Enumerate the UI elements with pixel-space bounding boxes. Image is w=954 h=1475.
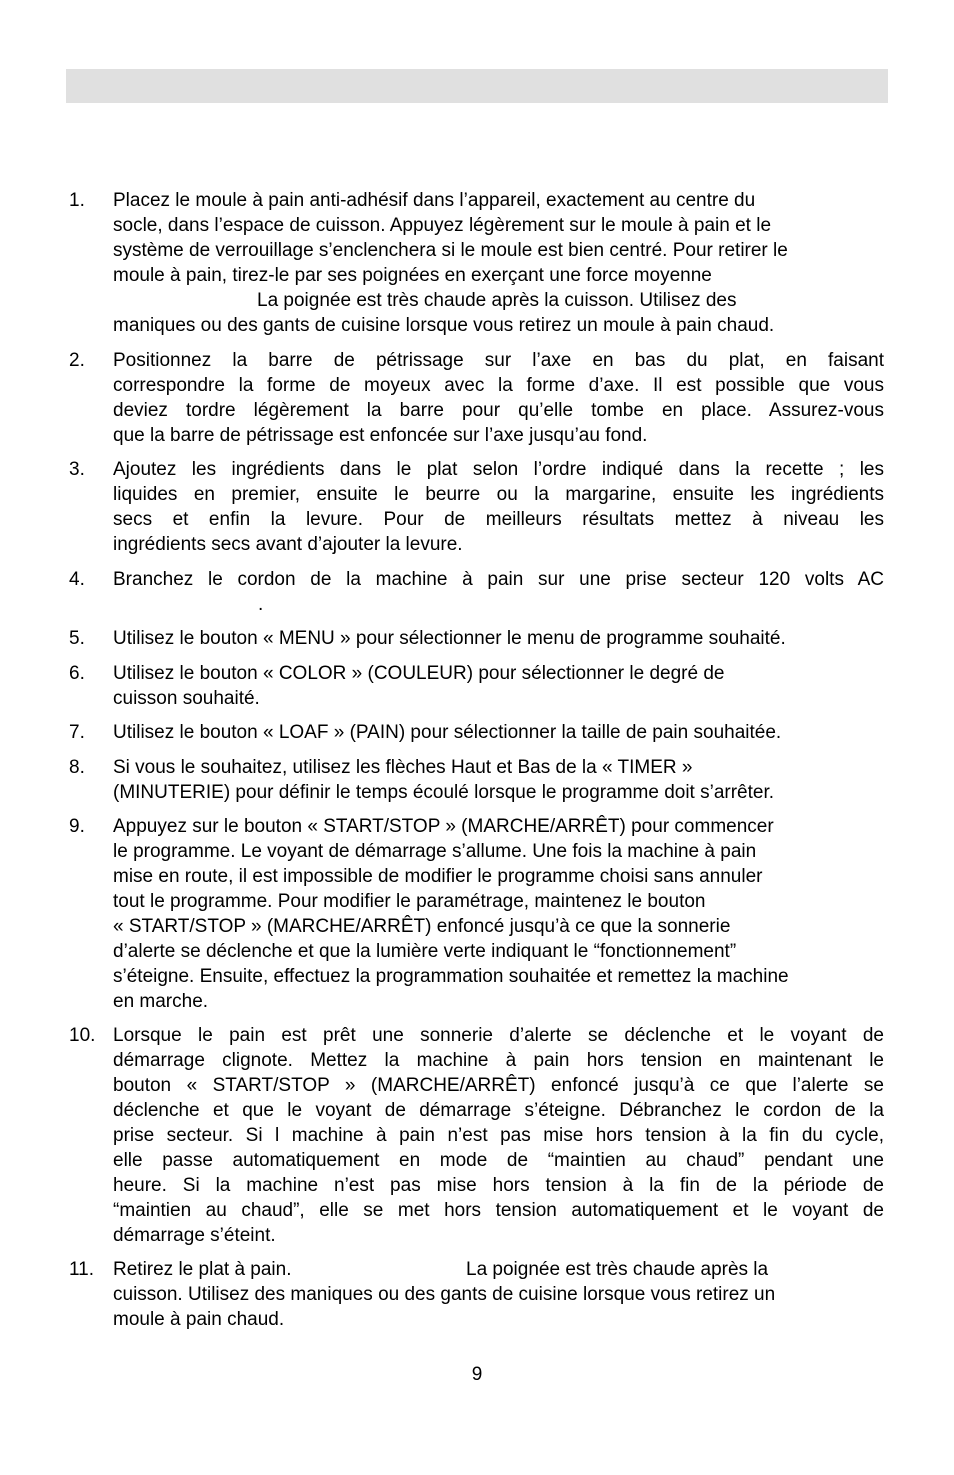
item-line: Appuyez sur le bouton « START/STOP » (MARCHE/ARRÊT) pour commencer bbox=[113, 816, 774, 837]
item-line: socle, dans l’espace de cuisson. Appuyez légèrement sur le moule à pain et le bbox=[113, 215, 772, 236]
item-line: Utilisez le bouton « COLOR » (COULEUR) pour sélectionner le degré de bbox=[113, 663, 725, 684]
item-line: s’éteigne. Ensuite, effectuez la programmation souhaitée et remettez la machine bbox=[113, 966, 789, 987]
item-line: prise secteur. Si l machine à pain n’est pas mise hors tension à la fin du cycle, bbox=[113, 1125, 884, 1146]
item-number: 7. bbox=[69, 722, 85, 743]
item-line: système de verrouillage s’enclenchera si le moule est bien centré. Pour retirer le bbox=[113, 240, 788, 261]
page-number: 9 bbox=[471, 1364, 483, 1385]
item-line: bouton « START/STOP » (MARCHE/ARRÊT) enfoncé jusqu’à ce que l’alerte se bbox=[113, 1075, 884, 1096]
item-line: secs et enfin la levure. Pour de meilleurs résultats mettez à niveau les bbox=[113, 509, 884, 530]
item-number: 5. bbox=[69, 628, 85, 649]
item-line: . bbox=[258, 594, 264, 615]
item-line: Ajoutez les ingrédients dans le plat selon l’ordre indiqué dans la recette ; les bbox=[113, 459, 884, 480]
item-line: le programme. Le voyant de démarrage s’allume. Une fois la machine à pain bbox=[113, 841, 757, 862]
item-number: 9. bbox=[69, 816, 85, 837]
item-line: Positionnez la barre de pétrissage sur l’axe en bas du plat, en faisant bbox=[113, 350, 884, 371]
item-line: mise en route, il est impossible de modifier le programme choisi sans annuler bbox=[113, 866, 763, 887]
item-line: heure. Si la machine n’est pas mise hors tension à la fin de la période de bbox=[113, 1175, 884, 1196]
item-line: Lorsque le pain est prêt une sonnerie d’alerte se déclenche et le voyant de bbox=[113, 1025, 884, 1046]
header-bar bbox=[66, 69, 888, 103]
item-line: d’alerte se déclenche et que la lumière verte indiquant le “fonctionnement” bbox=[113, 941, 737, 962]
item-line: en marche. bbox=[113, 991, 209, 1012]
item-line: La poignée est très chaude après la cuisson. Utilisez des bbox=[257, 290, 737, 311]
item-line: tout le programme. Pour modifier le paramétrage, maintenez le bouton bbox=[113, 891, 706, 912]
item-line: maniques ou des gants de cuisine lorsque vous retirez un moule à pain chaud. bbox=[113, 315, 775, 336]
item-line: elle passe automatiquement en mode de “maintien au chaud” pendant une bbox=[113, 1150, 884, 1171]
item-line: liquides en premier, ensuite le beurre ou la margarine, ensuite les ingrédients bbox=[113, 484, 884, 505]
item-line: ingrédients secs avant d’ajouter la levure. bbox=[113, 534, 463, 555]
item-line: cuisson. Utilisez des maniques ou des gants de cuisine lorsque vous retirez un bbox=[113, 1284, 776, 1305]
item-line: (MINUTERIE) pour définir le temps écoulé lorsque le programme doit s’arrêter. bbox=[113, 782, 775, 803]
item-line: démarrage clignote. Mettez la machine à pain hors tension en maintenant le bbox=[113, 1050, 884, 1071]
item-line: Retirez le plat à pain. bbox=[113, 1259, 292, 1280]
item-number: 6. bbox=[69, 663, 85, 684]
item-line: « START/STOP » (MARCHE/ARRÊT) enfoncé jusqu’à ce que la sonnerie bbox=[113, 916, 731, 937]
item-line: Placez le moule à pain anti-adhésif dans l’appareil, exactement au centre du bbox=[113, 190, 756, 211]
item-number: 4. bbox=[69, 569, 85, 590]
item-line: Branchez le cordon de la machine à pain sur une prise secteur 120 volts AC bbox=[113, 569, 884, 590]
item-number: 2. bbox=[69, 350, 85, 371]
item-line: Utilisez le bouton « MENU » pour sélectionner le menu de programme souhaité. bbox=[113, 628, 786, 649]
item-line: Si vous le souhaitez, utilisez les flèches Haut et Bas de la « TIMER » bbox=[113, 757, 693, 778]
item-line: “maintien au chaud”, elle se met hors tension automatiquement et le voyant de bbox=[113, 1200, 884, 1221]
item-line: déclenche et que le voyant de démarrage s’éteigne. Débranchez le cordon de la bbox=[113, 1100, 884, 1121]
item-line: correspondre la forme de moyeux avec la forme d’axe. Il est possible que vous bbox=[113, 375, 884, 396]
item-line: moule à pain chaud. bbox=[113, 1309, 285, 1330]
item-line: démarrage s’éteint. bbox=[113, 1225, 276, 1246]
item-line: cuisson souhaité. bbox=[113, 688, 260, 709]
item-number: 11. bbox=[69, 1259, 95, 1280]
item-line: deviez tordre légèrement la barre pour qu’elle tombe en place. Assurez-vous bbox=[113, 400, 884, 421]
item-number: 8. bbox=[69, 757, 85, 778]
item-line: moule à pain, tirez-le par ses poignées en exerçant une force moyenne bbox=[113, 265, 712, 286]
item-number: 3. bbox=[69, 459, 85, 480]
item-number: 1. bbox=[69, 190, 85, 211]
item-line: que la barre de pétrissage est enfoncée sur l’axe jusqu’au fond. bbox=[113, 425, 648, 446]
item-line: La poignée est très chaude après la bbox=[466, 1259, 769, 1280]
item-number: 10. bbox=[69, 1025, 96, 1046]
item-line: Utilisez le bouton « LOAF » (PAIN) pour sélectionner la taille de pain souhaitée. bbox=[113, 722, 782, 743]
